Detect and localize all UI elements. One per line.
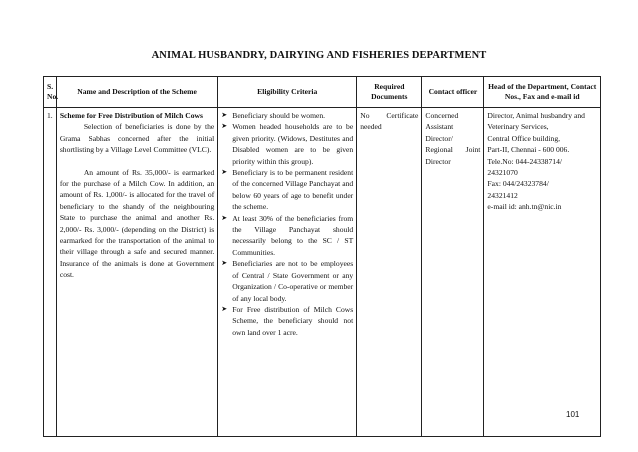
head-line: Director, Animal husbandry and Veterinary Services, [487,111,585,132]
arrow-bullet-icon: ➤ [221,111,228,119]
scheme-desc-1: Selection of beneficiaries is done by the Grama Sabhas concerned after the initial shortlisting by a Village Level Committee (VLC). [59,122,215,155]
cell-eligibility [218,108,357,437]
cell-scheme [56,108,217,437]
cell-officer [422,108,484,437]
arrow-bullet-icon: ➤ [221,304,228,313]
head-line: 24321070 [487,168,518,178]
table-row [44,108,601,437]
page-title: ANIMAL HUSBANDRY, DAIRYING AND FISHERIES DEPARTMENT [151,50,487,61]
scheme-table [43,76,601,437]
arrow-bullet-icon: ➤ [221,168,228,177]
list-item: ➤ Beneficiary should be women. [221,111,326,120]
scheme-desc-2: An amount of Rs. 35,000/- is earmarked for the purchase of a Milch Cow. In addition, an amount of Rs. 1,000/- is allocated for the travel of beneficiary to the shandy of the neighbouring State to purchase the animal and another Rs. 2,000/- Rs. 3,000/- (depending on the District) is earmarked for the transportation of the animal to their village through a safe and secured manner. Insurance of the animals is done at Government cost. [59,167,215,280]
arrow-bullet-icon: ➤ [221,259,228,268]
arrow-bullet-icon: ➤ [221,213,228,222]
header-head: Head of the Department, Contact Nos., Fax and e-mail id [484,77,601,108]
cell-head [484,108,601,437]
head-line: Central Office building, [487,133,561,143]
officer-text: Concerned Assistant Director/ Regional Joint Director [425,111,481,166]
documents-text: No Certificate needed [360,111,419,132]
header-documents: Required Documents [357,77,422,108]
header-officer: Contact officer [422,77,484,108]
head-line: e-mail id: anh.tn@nic.in [487,202,562,212]
head-line: 24321412 [487,190,518,200]
eligibility-list [221,110,353,338]
cell-sno: 1. [44,108,57,437]
head-line: Part-II, Chennai - 600 006. [487,145,570,155]
head-line: Fax: 044/24323784/ [487,179,549,189]
head-line: Tele.No: 044-24338714/ [487,156,562,166]
header-eligibility: Eligibility Criteria [218,77,357,108]
scheme-name: Scheme for Free Distribution of Milch Cows [59,111,203,120]
list-item: ➤ At least 30% of the beneficiaries from the Village Panchayat should necessarily belong to the SC / ST Communities. [221,213,354,257]
list-item: ➤ Beneficiaries are not to be employees of Central / State Government or any Organization / Co-operative or member of any local body. [221,259,354,303]
table-header-row [44,77,601,108]
arrow-bullet-icon: ➤ [221,122,228,131]
cell-documents [357,108,422,437]
header-scheme: Name and Description of the Scheme [56,77,217,108]
list-item: ➤ Beneficiary is to be permanent resident of the concerned Village Panchayat and below 60 years of age to benefit under the scheme. [221,168,354,212]
header-sno: S. No. [44,77,57,108]
list-item: ➤ For Free distribution of Milch Cows Scheme, the beneficiary should not own land over 1 acre. [221,304,354,337]
list-item: ➤ Women headed households are to be given priority. (Widows, Destitutes and Disabled women are to be given priority within this group). [221,122,354,166]
page-number: 101 [566,410,580,419]
